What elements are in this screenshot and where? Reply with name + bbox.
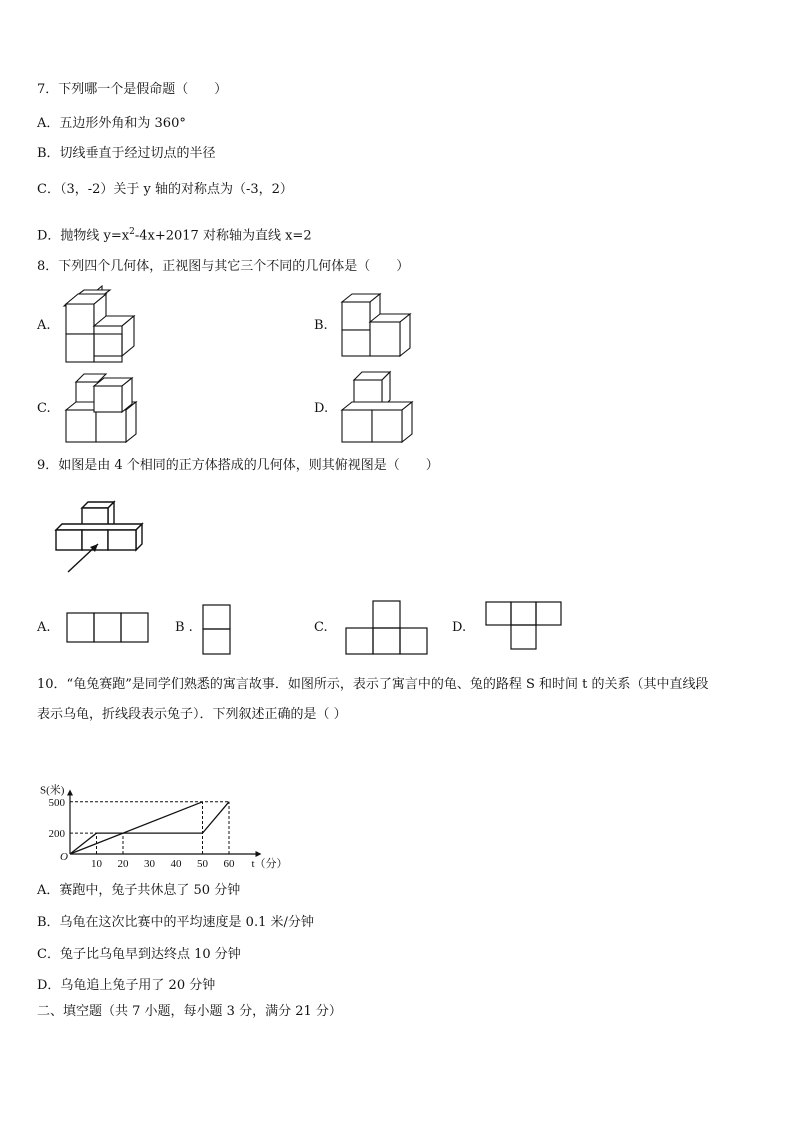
x-tick-label: 20 bbox=[117, 858, 129, 870]
q7-option-a: A．五边形外角和为 360° bbox=[37, 116, 186, 131]
distance-time-chart bbox=[34, 734, 288, 870]
series-line-0 bbox=[70, 802, 203, 854]
x-tick-label: 10 bbox=[91, 858, 102, 870]
x-tick-label: 60 bbox=[223, 858, 235, 870]
q8-figure-a bbox=[62, 284, 144, 364]
q9-solid-figure bbox=[50, 492, 170, 582]
q7-stem: 7．下列哪一个是假命题（ ） bbox=[37, 82, 228, 97]
y-tick-label: 200 bbox=[48, 828, 65, 841]
q9-stem: 9．如图是由 4 个相同的正方体搭成的几何体，则其俯视图是（ ） bbox=[37, 458, 439, 473]
q10-stem-line1: 10．“龟兔赛跑”是同学们熟悉的寓言故事．如图所示，表示了寓言中的龟、兔的路程 S 和时间 t 的关系（其中直线段 bbox=[37, 677, 709, 692]
x-tick-label: 30 bbox=[144, 858, 155, 870]
x-tick-label: 40 bbox=[170, 858, 182, 870]
q7-d-prefix: D．抛物线 y=x bbox=[37, 228, 130, 244]
q8-label-b: B. bbox=[314, 318, 328, 333]
q10-option-b: B．乌龟在这次比赛中的平均速度是 0.1 米/分钟 bbox=[37, 915, 314, 930]
q8-label-c: C. bbox=[37, 401, 51, 416]
x-tick-label: 50 bbox=[197, 858, 208, 870]
q9-label-d: D. bbox=[452, 620, 467, 635]
x-axis-arrow bbox=[256, 851, 262, 857]
q8-figure-d bbox=[338, 370, 420, 446]
q10-stem-line2: 表示乌龟，折线段表示兔子）．下列叙述正确的是（ ） bbox=[37, 707, 347, 722]
q8-label-d: D. bbox=[314, 401, 329, 416]
q9-option-c-figure bbox=[345, 600, 429, 656]
q8-stem: 8．下列四个几何体，正视图与其它三个不同的几何体是（ ） bbox=[37, 259, 410, 274]
q9-label-b: B . bbox=[175, 620, 193, 635]
y-axis-arrow bbox=[67, 790, 73, 796]
y-axis-label: S(米) bbox=[40, 784, 65, 797]
q10-option-a: A．赛跑中，兔子共休息了 50 分钟 bbox=[37, 883, 241, 898]
q9-option-b-figure bbox=[202, 604, 232, 656]
q9-option-d-figure bbox=[484, 600, 564, 652]
chart-guides bbox=[70, 802, 229, 854]
q7-option-c: C．（3，-2）关于 y 轴的对称点为（-3，2） bbox=[37, 182, 293, 197]
chart-series bbox=[70, 802, 229, 854]
q9-label-a: A. bbox=[37, 620, 51, 635]
q7-option-d bbox=[37, 224, 312, 244]
q10-option-c: C．兔子比乌龟早到达终点 10 分钟 bbox=[37, 947, 241, 962]
q7-d-suffix: -4x+2017 对称轴为直线 x=2 bbox=[134, 228, 312, 244]
q10-option-d: D．乌龟追上兔子用了 20 分钟 bbox=[37, 978, 216, 993]
q8-figure-c bbox=[62, 370, 146, 446]
section-2-heading: 二、填空题（共 7 小题，每小题 3 分，满分 21 分） bbox=[37, 1004, 342, 1019]
x-axis-label: t（分） bbox=[251, 858, 288, 870]
q8-label-a: A. bbox=[37, 318, 51, 333]
q7-option-b: B．切线垂直于经过切点的半径 bbox=[37, 146, 216, 161]
q9-option-a-figure bbox=[66, 612, 150, 644]
y-tick-label: 500 bbox=[48, 796, 65, 809]
series-line-1 bbox=[70, 802, 229, 854]
q8-figure-b bbox=[338, 292, 420, 362]
q7-d-sup: 2 bbox=[129, 227, 135, 237]
chart-labels bbox=[40, 783, 288, 870]
q9-label-c: C. bbox=[314, 620, 328, 635]
origin-label: O bbox=[60, 851, 68, 863]
